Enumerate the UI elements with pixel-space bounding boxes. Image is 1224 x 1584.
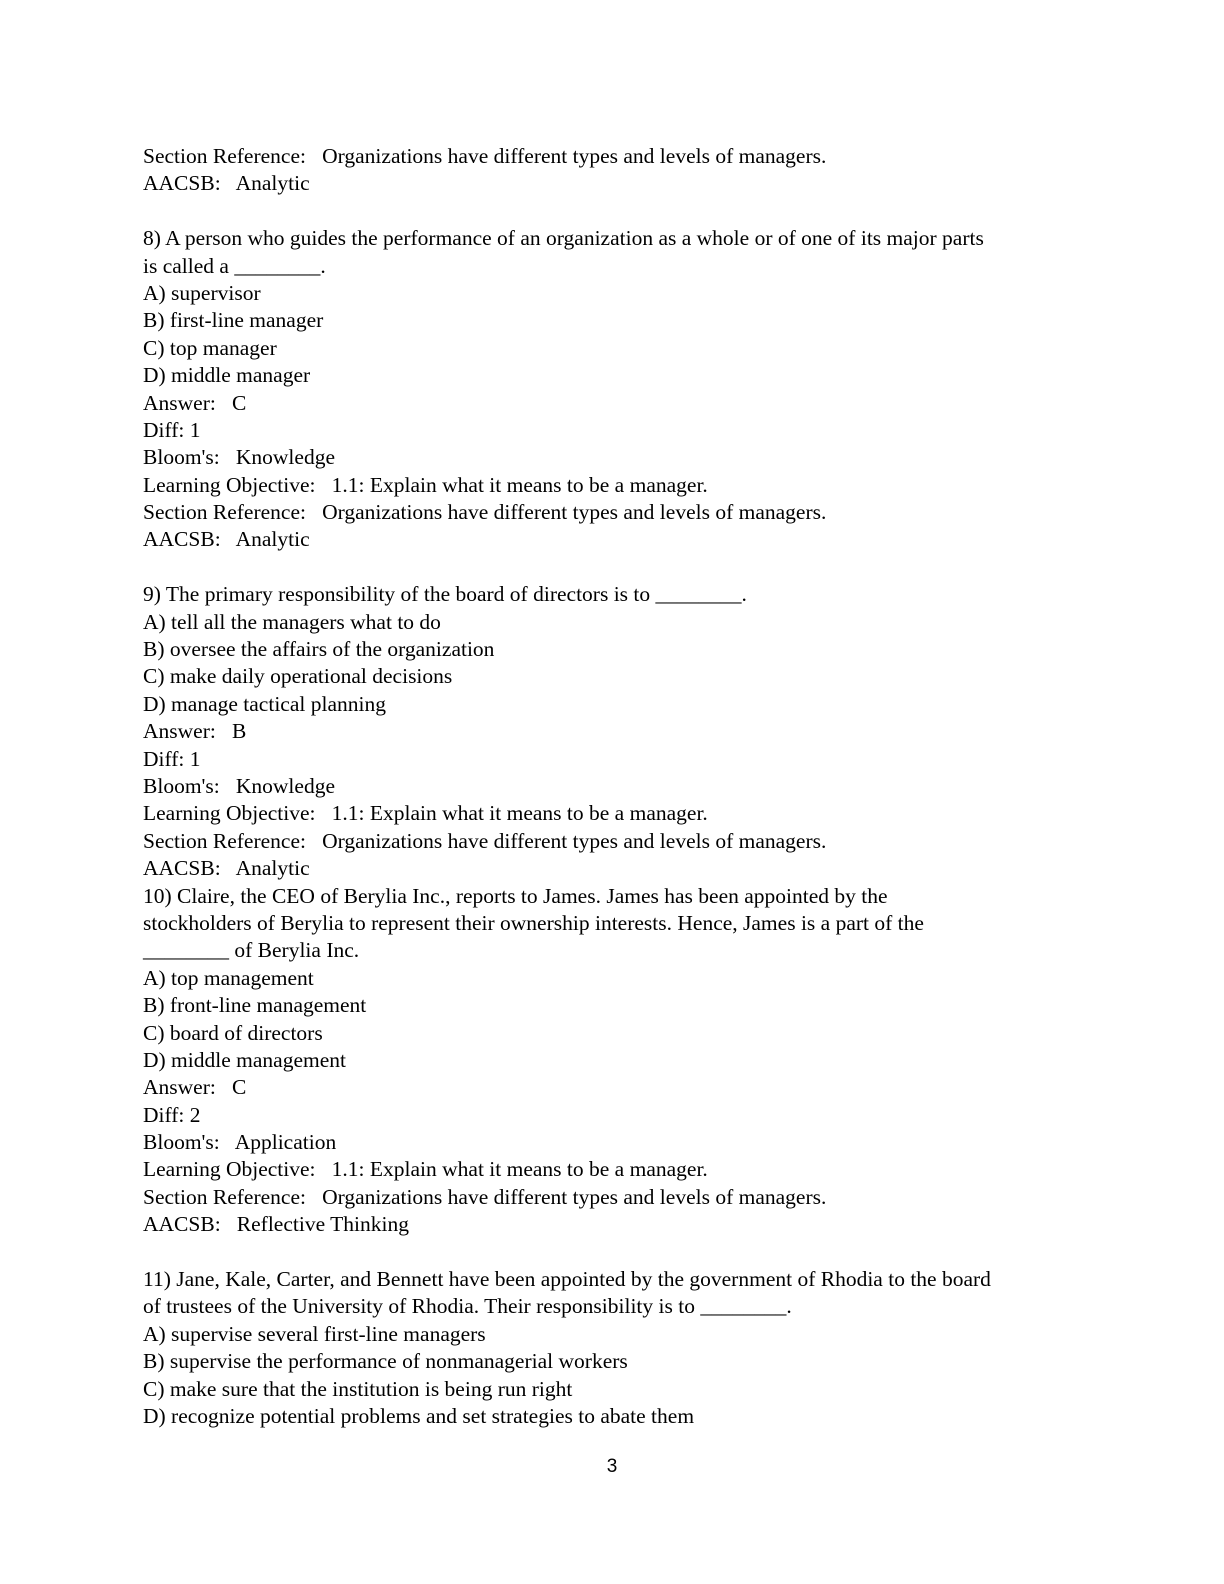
aacsb: AACSB: Reflective Thinking bbox=[143, 1212, 409, 1237]
learning-objective: Learning Objective: 1.1: Explain what it means to be a manager. bbox=[143, 1157, 708, 1182]
option-d: D) recognize potential problems and set strategies to abate them bbox=[143, 1403, 695, 1428]
section-reference: Section Reference: Organizations have different types and levels of managers. bbox=[143, 500, 827, 525]
question-block bbox=[143, 883, 1083, 1239]
question-text: 8) A person who guides the performance of an organization as a whole or of one of its major parts bbox=[143, 226, 984, 251]
question-text-continued: ________ of Berylia Inc. bbox=[143, 938, 360, 963]
option-b: B) supervise the performance of nonmanagerial workers bbox=[143, 1349, 628, 1374]
difficulty: Diff: 2 bbox=[143, 1102, 201, 1127]
blooms: Bloom's: Application bbox=[143, 1130, 337, 1155]
question-text-continued: is called a ________. bbox=[143, 253, 326, 278]
option-d: D) manage tactical planning bbox=[143, 691, 386, 716]
option-b: B) first-line manager bbox=[143, 308, 324, 333]
option-d: D) middle manager bbox=[143, 363, 311, 388]
question-text: 11) Jane, Kale, Carter, and Bennett have been appointed by the government of Rhodia to the board bbox=[143, 1267, 991, 1292]
spacer bbox=[143, 1239, 1083, 1266]
blooms: Bloom's: Knowledge bbox=[143, 773, 335, 798]
option-b: B) oversee the affairs of the organization bbox=[143, 637, 495, 662]
option-c: C) top manager bbox=[143, 335, 277, 360]
section-reference: Section Reference: Organizations have different types and levels of managers. bbox=[143, 144, 827, 168]
section-reference: Section Reference: Organizations have different types and levels of managers. bbox=[143, 828, 827, 853]
question-text: 9) The primary responsibility of the board of directors is to ________. bbox=[143, 582, 747, 607]
spacer bbox=[143, 554, 1083, 581]
difficulty: Diff: 1 bbox=[143, 746, 201, 771]
option-b: B) front-line management bbox=[143, 993, 367, 1018]
option-c: C) board of directors bbox=[143, 1020, 323, 1045]
blooms: Bloom's: Knowledge bbox=[143, 445, 335, 470]
option-c: C) make sure that the institution is being run right bbox=[143, 1376, 573, 1401]
aacsb: AACSB: Analytic bbox=[143, 527, 310, 552]
aacsb: AACSB: Analytic bbox=[143, 856, 310, 881]
option-d: D) middle management bbox=[143, 1047, 346, 1072]
option-a: A) top management bbox=[143, 965, 314, 990]
answer: Answer: B bbox=[143, 719, 247, 744]
answer: Answer: C bbox=[143, 390, 247, 415]
spacer bbox=[143, 198, 1083, 225]
option-a: A) supervise several first-line managers bbox=[143, 1321, 486, 1346]
option-a: A) tell all the managers what to do bbox=[143, 609, 441, 634]
answer: Answer: C bbox=[143, 1075, 247, 1100]
question-block bbox=[143, 581, 1083, 882]
question-text-continued: stockholders of Berylia to represent their ownership interests. Hence, James is a part of the bbox=[143, 910, 924, 935]
question-text-continued: of trustees of the University of Rhodia. Their responsibility is to ________. bbox=[143, 1294, 792, 1319]
difficulty: Diff: 1 bbox=[143, 417, 201, 442]
learning-objective: Learning Objective: 1.1: Explain what it means to be a manager. bbox=[143, 801, 708, 826]
document-page bbox=[143, 143, 1083, 1430]
question-block bbox=[143, 1266, 1083, 1430]
option-c: C) make daily operational decisions bbox=[143, 664, 453, 689]
aacsb: AACSB: Analytic bbox=[143, 171, 310, 196]
learning-objective: Learning Objective: 1.1: Explain what it means to be a manager. bbox=[143, 472, 708, 497]
question-text: 10) Claire, the CEO of Berylia Inc., reports to James. James has been appointed by the bbox=[143, 883, 888, 908]
page-number: 3 bbox=[606, 1456, 618, 1477]
option-a: A) supervisor bbox=[143, 280, 261, 305]
section-reference: Section Reference: Organizations have different types and levels of managers. bbox=[143, 1184, 827, 1209]
question-block bbox=[143, 225, 1083, 554]
